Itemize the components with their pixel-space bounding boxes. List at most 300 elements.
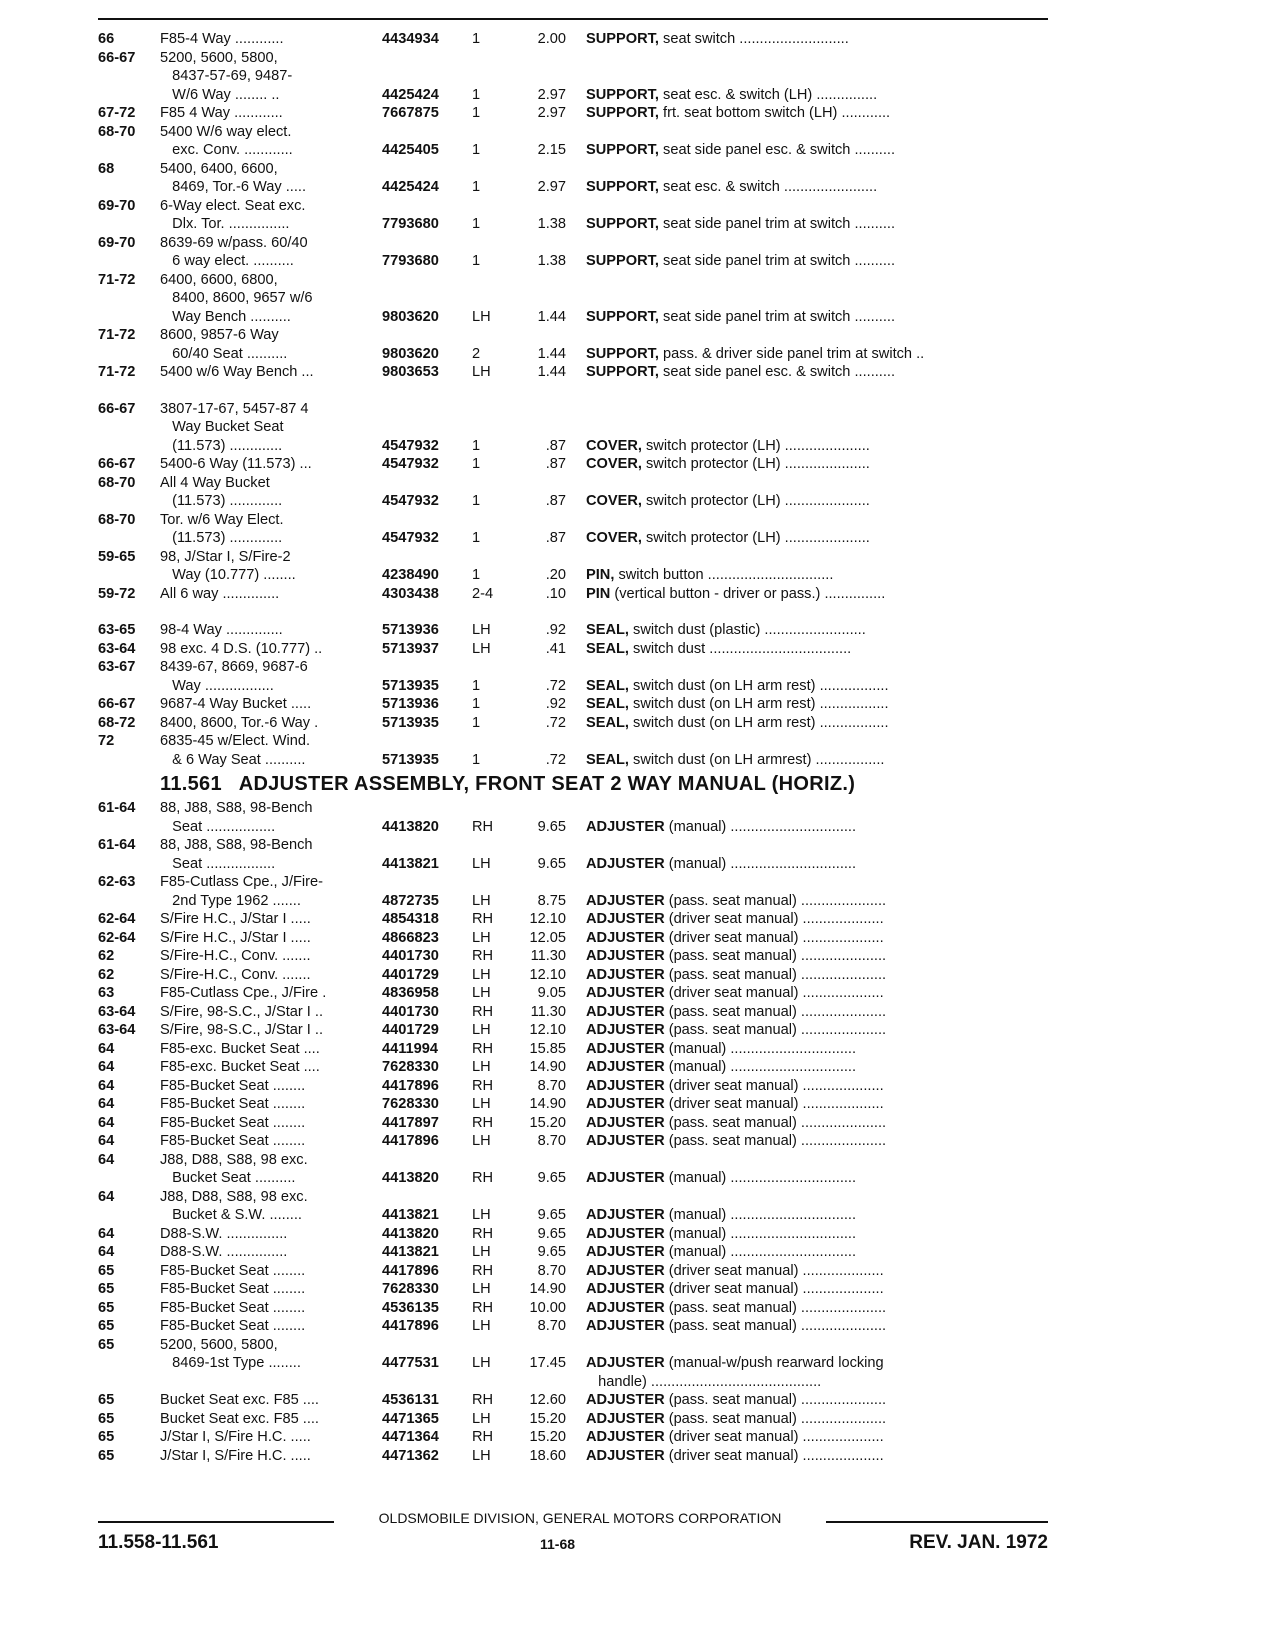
year-cell: 69-70 <box>98 234 136 251</box>
part-name: SEAL, <box>586 622 629 638</box>
catalog-row <box>98 215 1058 234</box>
description-cell <box>586 1114 1058 1133</box>
part-description: (driver seat manual) .................... <box>664 1281 884 1297</box>
year-cell: 61-64 <box>98 837 136 853</box>
model-cell: 8400, 8600, 9657 w/6 <box>160 290 313 306</box>
model-cell: J88, D88, S88, 98 exc. <box>160 1151 308 1168</box>
part-name: ADJUSTER <box>586 1281 665 1297</box>
description-cell <box>586 30 1058 49</box>
part-description: seat esc. & switch (LH) ............... <box>658 86 878 103</box>
description-cell <box>586 751 1058 770</box>
description-cell <box>586 1373 1058 1392</box>
description-cell <box>586 1021 1058 1040</box>
model-cell: 5200, 5600, 5800, <box>160 49 278 66</box>
part-name: ADJUSTER <box>586 911 665 927</box>
part-name: ADJUSTER <box>586 1059 665 1075</box>
description-cell <box>586 529 1058 548</box>
part-number-cell: 4413820 <box>382 818 439 835</box>
quantity-cell: RH <box>472 1299 494 1316</box>
year-cell: 61-64 <box>98 800 136 816</box>
part-name: PIN <box>586 585 611 602</box>
catalog-row <box>98 289 1058 308</box>
part-name: COVER, <box>586 493 642 509</box>
year-cell: 68-70 <box>98 511 136 528</box>
catalog-row <box>98 855 1058 874</box>
part-description: switch dust (on LH arm rest) ................. <box>628 677 889 694</box>
part-number-cell: 4425424 <box>382 179 439 195</box>
model-cell: Seat ................. <box>160 818 276 835</box>
description-cell <box>586 1262 1058 1281</box>
part-name: COVER, <box>586 456 642 472</box>
price-cell: 10.00 <box>529 1299 566 1316</box>
part-description: (driver seat manual) .................... <box>664 1096 884 1112</box>
part-number-cell: 4836958 <box>382 985 439 1001</box>
catalog-row <box>98 585 1058 604</box>
catalog-row <box>98 30 1058 49</box>
part-number-cell: 9803620 <box>382 345 439 362</box>
part-description: seat switch ........................... <box>658 31 849 47</box>
model-cell: S/Fire, 98-S.C., J/Star I .. <box>160 1022 324 1038</box>
year-cell: 68-70 <box>98 474 136 491</box>
part-name: ADJUSTER <box>586 1133 665 1149</box>
description-cell <box>586 1299 1058 1318</box>
price-cell: 9.65 <box>537 1170 566 1186</box>
model-cell: Bucket Seat exc. F85 .... <box>160 1392 319 1408</box>
quantity-cell: RH <box>472 1429 494 1445</box>
year-cell: 66-67 <box>98 400 136 417</box>
part-number-cell: 4471364 <box>382 1429 439 1445</box>
year-cell: 64 <box>98 1133 115 1149</box>
description-cell <box>586 1206 1058 1225</box>
year-cell: 69-70 <box>98 197 136 214</box>
part-number-cell: 4401729 <box>382 1022 439 1038</box>
part-description: switch protector (LH) ..................... <box>641 493 870 509</box>
description-cell <box>586 141 1058 160</box>
model-cell: F85-4 Way ............ <box>160 31 284 47</box>
catalog-row <box>98 437 1058 456</box>
year-cell: 66-67 <box>98 696 136 712</box>
year-cell: 71-72 <box>98 327 136 343</box>
part-description: (manual) ............................... <box>664 1244 857 1260</box>
part-description: (driver seat manual) .................... <box>664 1447 884 1464</box>
model-cell: S/Fire H.C., J/Star I ..... <box>160 929 311 946</box>
description-cell <box>586 252 1058 271</box>
model-cell: 98 exc. 4 D.S. (10.777) .. <box>160 640 323 657</box>
price-cell: 9.65 <box>537 1225 566 1242</box>
price-cell: 14.90 <box>529 1281 566 1297</box>
quantity-cell: LH <box>472 966 491 983</box>
year-cell: 72 <box>98 733 115 749</box>
part-number-cell: 4417896 <box>382 1262 439 1279</box>
description-cell <box>586 178 1058 197</box>
part-number-cell: 4413821 <box>382 1207 439 1223</box>
part-name: ADJUSTER <box>586 985 665 1001</box>
part-number-cell: 5713936 <box>382 622 439 638</box>
year-cell: 62 <box>98 966 115 983</box>
model-cell: 6835-45 w/Elect. Wind. <box>160 733 311 749</box>
part-number-cell: 4471365 <box>382 1410 439 1427</box>
group-spacer <box>98 382 1058 400</box>
price-cell: 2.00 <box>537 31 566 47</box>
quantity-cell: 1 <box>472 714 481 731</box>
price-cell: 2.97 <box>537 105 566 121</box>
part-name: ADJUSTER <box>586 1003 665 1020</box>
model-cell: F85-exc. Bucket Seat .... <box>160 1059 320 1075</box>
quantity-cell: LH <box>472 1133 491 1149</box>
part-description: seat side panel trim at switch .......... <box>658 216 896 232</box>
price-cell: 2.97 <box>537 86 566 103</box>
part-number-cell: 4413821 <box>382 1244 439 1260</box>
part-description: (manual-w/push rearward locking <box>664 1355 884 1371</box>
part-number-cell: 4547932 <box>382 493 439 509</box>
part-name: SUPPORT, <box>586 86 659 103</box>
year-cell: 64 <box>98 1096 115 1112</box>
price-cell: 2.97 <box>537 179 566 195</box>
catalog-row <box>98 492 1058 511</box>
description-cell <box>586 215 1058 234</box>
part-name: ADJUSTER <box>586 1392 665 1408</box>
model-cell: 8600, 9857-6 Way <box>160 327 279 343</box>
part-number-cell: 9803620 <box>382 308 439 325</box>
model-cell: F85-Bucket Seat ........ <box>160 1133 306 1149</box>
quantity-cell: 1 <box>472 437 481 454</box>
part-description: (pass. seat manual) ..................... <box>664 1133 887 1149</box>
part-name: ADJUSTER <box>586 1299 665 1316</box>
part-name: ADJUSTER <box>586 818 665 835</box>
quantity-cell: RH <box>472 948 494 964</box>
part-description: (driver seat manual) .................... <box>664 911 884 927</box>
model-cell: Way ................. <box>160 677 274 694</box>
part-number-cell: 7793680 <box>382 253 439 269</box>
part-number-cell: 5713935 <box>382 751 439 768</box>
model-cell: 6400, 6600, 6800, <box>160 271 278 288</box>
model-cell: exc. Conv. ............ <box>160 142 293 158</box>
year-cell: 64 <box>98 1059 115 1075</box>
model-cell: Bucket Seat exc. F85 .... <box>160 1410 319 1427</box>
model-cell: 60/40 Seat .......... <box>160 345 288 362</box>
description-cell <box>586 1003 1058 1022</box>
part-number-cell: 4401730 <box>382 1003 439 1020</box>
model-cell: F85-exc. Bucket Seat .... <box>160 1040 320 1057</box>
description-cell <box>586 966 1058 985</box>
part-name: SUPPORT, <box>586 216 659 232</box>
catalog-row <box>98 1391 1058 1410</box>
part-name: SEAL, <box>586 751 629 768</box>
part-name: ADJUSTER <box>586 1040 665 1057</box>
model-cell: F85-Cutlass Cpe., J/Fire- <box>160 874 324 890</box>
part-description: (pass. seat manual) ..................... <box>664 1318 887 1334</box>
price-cell: 12.10 <box>529 1022 566 1038</box>
catalog-row <box>98 1058 1058 1077</box>
model-cell: F85-Cutlass Cpe., J/Fire . <box>160 985 327 1001</box>
part-number-cell: 7793680 <box>382 216 439 232</box>
catalog-row <box>98 1262 1058 1281</box>
model-cell: 8437-57-69, 9487- <box>160 68 293 84</box>
top-rule <box>98 18 1048 20</box>
price-cell: 17.45 <box>529 1355 566 1371</box>
quantity-cell: LH <box>472 1244 491 1260</box>
catalog-row <box>98 1447 1058 1466</box>
part-description: (manual) ............................... <box>664 818 857 835</box>
part-number-cell: 4547932 <box>382 456 439 472</box>
year-cell: 64 <box>98 1077 115 1094</box>
part-description: switch dust (plastic) ......................... <box>628 622 866 638</box>
model-cell: 8400, 8600, Tor.-6 Way . <box>160 714 319 731</box>
model-cell: J/Star I, S/Fire H.C. ..... <box>160 1429 311 1445</box>
model-cell: D88-S.W. ............... <box>160 1225 288 1242</box>
part-description: pass. & driver side panel trim at switch .. <box>658 345 925 362</box>
part-name: ADJUSTER <box>586 1244 665 1260</box>
part-name: ADJUSTER <box>586 1318 665 1334</box>
part-number-cell: 7628330 <box>382 1281 439 1297</box>
part-description: (manual) ............................... <box>664 1225 857 1242</box>
price-cell: 12.60 <box>529 1392 566 1408</box>
catalog-row <box>98 123 1058 142</box>
model-cell: S/Fire H.C., J/Star I ..... <box>160 911 311 927</box>
catalog-row <box>98 141 1058 160</box>
footer-section-range: 11.558-11.561 <box>98 1532 219 1553</box>
catalog-row <box>98 400 1058 419</box>
part-number-cell: 9803653 <box>382 364 439 380</box>
model-cell: 8469-1st Type ........ <box>160 1355 301 1371</box>
quantity-cell: 2-4 <box>472 585 494 602</box>
part-name: ADJUSTER <box>586 1096 665 1112</box>
part-description: (manual) ............................... <box>664 855 857 872</box>
part-number-cell: 7628330 <box>382 1059 439 1075</box>
footer-revision: REV. JAN. 1972 <box>909 1532 1048 1553</box>
price-cell: 14.90 <box>529 1059 566 1075</box>
model-cell: 5400-6 Way (11.573) ... <box>160 456 312 472</box>
model-cell: 98, J/Star I, S/Fire-2 <box>160 548 291 565</box>
description-cell <box>586 621 1058 640</box>
description-cell <box>586 566 1058 585</box>
part-description: switch dust (on LH armrest) ................. <box>628 751 885 768</box>
price-cell: .92 <box>545 696 566 712</box>
quantity-cell: 1 <box>472 142 481 158</box>
part-name: SUPPORT, <box>586 31 659 47</box>
part-description: seat esc. & switch ....................... <box>658 179 878 195</box>
part-name: SUPPORT, <box>586 142 659 158</box>
quantity-cell: RH <box>472 1170 494 1186</box>
quantity-cell: RH <box>472 1003 494 1020</box>
catalog-row <box>98 1336 1058 1355</box>
description-cell <box>586 1447 1058 1466</box>
description-cell <box>586 345 1058 364</box>
year-cell: 64 <box>98 1040 115 1057</box>
quantity-cell: LH <box>472 929 491 946</box>
model-cell: D88-S.W. ............... <box>160 1244 288 1260</box>
model-cell: All 4 Way Bucket <box>160 474 270 491</box>
description-cell <box>586 892 1058 911</box>
price-cell: 1.38 <box>537 216 566 232</box>
year-cell: 68 <box>98 160 115 177</box>
catalog-row <box>98 732 1058 751</box>
catalog-row <box>98 566 1058 585</box>
catalog-row <box>98 418 1058 437</box>
description-cell <box>586 437 1058 456</box>
year-cell: 67-72 <box>98 105 136 121</box>
description-cell <box>586 1243 1058 1262</box>
part-description: (vertical button - driver or pass.) ............... <box>610 585 886 602</box>
part-description: seat side panel esc. & switch .......... <box>658 142 896 158</box>
part-name: ADJUSTER <box>586 929 665 946</box>
part-description: (pass. seat manual) ..................... <box>664 1003 887 1020</box>
description-cell <box>586 1132 1058 1151</box>
quantity-cell: 1 <box>472 86 481 103</box>
year-cell: 65 <box>98 1429 115 1445</box>
part-name: SUPPORT, <box>586 364 659 380</box>
description-cell <box>586 585 1058 604</box>
catalog-row <box>98 308 1058 327</box>
catalog-row <box>98 1373 1058 1392</box>
quantity-cell: RH <box>472 911 494 927</box>
model-cell: Bucket & S.W. ........ <box>160 1207 302 1223</box>
year-cell: 62 <box>98 948 115 964</box>
price-cell: 15.20 <box>529 1114 566 1131</box>
model-cell: F85-Bucket Seat ........ <box>160 1096 306 1112</box>
part-number-cell: 4417897 <box>382 1114 439 1131</box>
part-number-cell: 4477531 <box>382 1355 439 1371</box>
year-cell: 65 <box>98 1392 115 1408</box>
part-description: (manual) ............................... <box>664 1207 857 1223</box>
quantity-cell: 1 <box>472 216 481 232</box>
quantity-cell: 2 <box>472 345 481 362</box>
description-cell <box>586 714 1058 733</box>
part-name: ADJUSTER <box>586 855 665 872</box>
catalog-row <box>98 1132 1058 1151</box>
part-name: SUPPORT, <box>586 253 659 269</box>
catalog-row <box>98 1151 1058 1170</box>
part-name: ADJUSTER <box>586 1170 665 1186</box>
part-description: (driver seat manual) .................... <box>664 1077 884 1094</box>
model-cell: 5400, 6400, 6600, <box>160 160 278 177</box>
part-description: seat side panel esc. & switch .......... <box>658 364 896 380</box>
quantity-cell: 1 <box>472 31 481 47</box>
quantity-cell: LH <box>472 1281 491 1297</box>
price-cell: 8.70 <box>537 1133 566 1149</box>
price-cell: 9.65 <box>537 855 566 872</box>
description-cell <box>586 363 1058 382</box>
footer-rule-left <box>98 1521 334 1523</box>
part-description: (manual) ............................... <box>664 1059 857 1075</box>
part-name: SEAL, <box>586 696 629 712</box>
catalog-row <box>98 234 1058 253</box>
part-number-cell: 4434934 <box>382 31 439 47</box>
catalog-row <box>98 86 1058 105</box>
price-cell: 18.60 <box>529 1447 566 1464</box>
description-cell <box>586 1095 1058 1114</box>
catalog-row <box>98 1188 1058 1207</box>
catalog-row <box>98 252 1058 271</box>
quantity-cell: LH <box>472 1410 491 1427</box>
part-description: switch button ............................... <box>614 567 834 583</box>
model-cell: Dlx. Tor. ............... <box>160 216 290 232</box>
catalog-row <box>98 326 1058 345</box>
quantity-cell: RH <box>472 1262 494 1279</box>
model-cell: Tor. w/6 Way Elect. <box>160 511 284 528</box>
quantity-cell: LH <box>472 985 491 1001</box>
catalog-row <box>98 1095 1058 1114</box>
year-cell: 63-64 <box>98 1022 136 1038</box>
part-number-cell: 4413820 <box>382 1170 439 1186</box>
price-cell: 14.90 <box>529 1096 566 1112</box>
year-cell: 64 <box>98 1151 115 1168</box>
quantity-cell: 1 <box>472 456 481 472</box>
description-cell <box>586 308 1058 327</box>
section-title: 11.561 ADJUSTER ASSEMBLY, FRONT SEAT 2 WAY MANUAL (HORIZ.) <box>160 773 856 795</box>
part-description: switch dust ................................... <box>628 640 852 657</box>
model-cell: 98-4 Way .............. <box>160 622 283 638</box>
part-number-cell: 4417896 <box>382 1077 439 1094</box>
quantity-cell: RH <box>472 1077 494 1094</box>
part-name: ADJUSTER <box>586 1022 665 1038</box>
part-description: seat side panel trim at switch .......... <box>658 308 896 325</box>
description-cell <box>586 1354 1058 1373</box>
part-number-cell: 5713935 <box>382 677 439 694</box>
model-cell: 6 way elect. .......... <box>160 253 294 269</box>
part-number-cell: 4536135 <box>382 1299 439 1316</box>
part-description: (pass. seat manual) ..................... <box>664 966 887 983</box>
year-cell: 63-64 <box>98 640 136 657</box>
part-number-cell: 5713935 <box>382 714 439 731</box>
price-cell: .87 <box>545 530 566 546</box>
part-description: (pass. seat manual) ..................... <box>664 892 887 909</box>
group-spacer <box>98 603 1058 621</box>
year-cell: 59-65 <box>98 548 136 565</box>
price-cell: 12.05 <box>529 929 566 946</box>
quantity-cell: 1 <box>472 253 481 269</box>
part-name: COVER, <box>586 530 642 546</box>
part-name: SUPPORT, <box>586 179 659 195</box>
model-cell: 8639-69 w/pass. 60/40 <box>160 234 308 251</box>
model-cell: Bucket Seat .......... <box>160 1170 296 1186</box>
catalog-row <box>98 640 1058 659</box>
part-description: (driver seat manual) .................... <box>664 1262 884 1279</box>
catalog-row <box>98 621 1058 640</box>
part-number-cell: 7628330 <box>382 1096 439 1112</box>
model-cell: 5400 w/6 Way Bench ... <box>160 364 314 380</box>
part-name: ADJUSTER <box>586 1447 665 1464</box>
description-cell <box>586 677 1058 696</box>
model-cell: J88, D88, S88, 98 exc. <box>160 1188 308 1205</box>
quantity-cell: LH <box>472 1207 491 1223</box>
model-cell: Seat ................. <box>160 855 276 872</box>
catalog-row <box>98 474 1058 493</box>
part-name: SEAL, <box>586 677 629 694</box>
part-name: ADJUSTER <box>586 948 665 964</box>
part-name: SUPPORT, <box>586 308 659 325</box>
catalog-row <box>98 1021 1058 1040</box>
year-cell: 65 <box>98 1299 115 1316</box>
catalog-row <box>98 714 1058 733</box>
description-cell <box>586 910 1058 929</box>
model-cell: F85-Bucket Seat ........ <box>160 1262 306 1279</box>
description-cell <box>586 1169 1058 1188</box>
model-cell: S/Fire-H.C., Conv. ....... <box>160 948 311 964</box>
price-cell: .72 <box>545 751 566 768</box>
catalog-row <box>98 160 1058 179</box>
part-description: (driver seat manual) .................... <box>664 929 884 946</box>
catalog-row <box>98 1354 1058 1373</box>
price-cell: 2.15 <box>537 142 566 158</box>
description-cell <box>586 947 1058 966</box>
part-number-cell: 4238490 <box>382 567 439 583</box>
description-cell <box>586 492 1058 511</box>
price-cell: 1.38 <box>537 253 566 269</box>
quantity-cell: LH <box>472 1447 491 1464</box>
quantity-cell: 1 <box>472 751 481 768</box>
model-cell: (11.573) ............. <box>160 493 283 509</box>
